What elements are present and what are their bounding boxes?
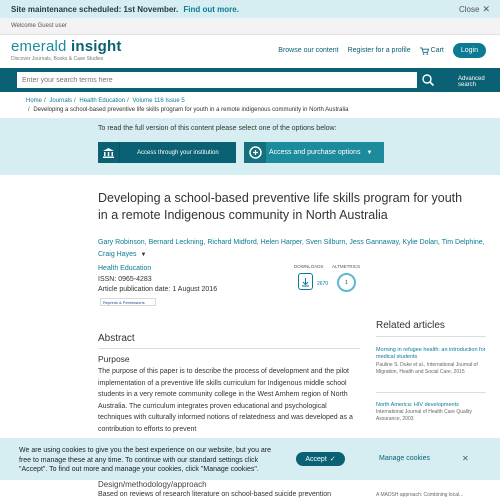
search-input[interactable] xyxy=(17,72,417,88)
advanced-search-link[interactable]: Advanced search xyxy=(458,76,485,88)
access-institution-button[interactable] xyxy=(98,142,236,163)
site-header xyxy=(0,35,500,68)
altmetric-badge[interactable] xyxy=(337,273,356,292)
author-list xyxy=(98,237,490,261)
user-bar xyxy=(0,18,500,35)
purpose-text: The purpose of this paper is to describe the process of development and the pilot implementation of a preventive life skills curriculum for Indigenous middle school students in a very remote community college in the West Arnhem region of North Australia. The curriculum integrates proven educational and psychological techniques with culturally informed notions of relatedness and was developed as a contribution to efforts to prevent xyxy=(98,368,353,433)
related-article-title[interactable]: Morning in refugee health: an introduction for medical students xyxy=(376,347,486,360)
cart-link[interactable] xyxy=(420,47,444,55)
altmetrics-label: ALTMETRICS xyxy=(332,264,361,269)
maintenance-close-button[interactable] xyxy=(459,4,490,15)
logo-tagline: Discover Journals, Books & Case Studies xyxy=(11,56,104,62)
breadcrumb: Home / Journals / Health Education / Volume 116 Issue 5 / Developing a school-based preventive life skills program for youth in a remote indigenous community in North Australia xyxy=(26,98,349,113)
logo-main: emerald xyxy=(11,38,67,55)
search-bar xyxy=(0,68,500,92)
cookie-text: We are using cookies to give you the best experience on our website, but you are free to manage these at any time. To continue with our standard settings click "Accept". To find out more and manage your cookies, click "Manage cookies". xyxy=(19,447,272,473)
emerald-insight-logo[interactable] xyxy=(11,38,122,62)
breadcrumb-journal[interactable]: Health Education xyxy=(79,98,126,104)
article-title: Developing a school-based preventive life skills program for youth in a remote Indigenous community in North Australia xyxy=(98,191,463,222)
close-icon: ✕ xyxy=(482,3,490,14)
login-button[interactable]: Login xyxy=(453,43,486,58)
chevron-down-icon: ▼ xyxy=(366,149,373,156)
browse-content-link[interactable]: Browse our content xyxy=(278,47,339,54)
welcome-text: Welcome Guest user xyxy=(11,23,67,29)
access-intro: To read the full version of this content please select one of the options below: xyxy=(98,125,337,132)
downloads-metric xyxy=(294,264,324,269)
cookie-banner xyxy=(0,438,500,480)
register-link[interactable]: Register for a profile xyxy=(347,47,411,54)
cookie-close-icon[interactable]: ✕ xyxy=(462,454,469,463)
related-divider xyxy=(376,336,486,337)
authors-text[interactable]: Gary Robinson, Bernard Leckning, Richard Midford, Helen Harper, Sven Silburn, Jess Gannaway, Kylie Dolan, Tim Delphine, Craig Hayes xyxy=(98,239,485,258)
related-divider xyxy=(376,392,486,393)
issn: ISSN: 0965-4283 xyxy=(98,275,152,283)
access-purchase-button[interactable] xyxy=(244,142,384,163)
downloads-value: 2670 xyxy=(317,281,329,287)
related-articles-heading: Related articles xyxy=(376,320,445,331)
access-panel xyxy=(0,118,500,175)
search-icon[interactable] xyxy=(421,73,435,87)
maintenance-message xyxy=(11,5,239,14)
institution-icon xyxy=(98,142,120,163)
top-nav xyxy=(278,43,486,58)
cart-label: Cart xyxy=(430,47,444,54)
abstract-heading: Abstract xyxy=(98,333,135,344)
reprints-permissions-badge[interactable]: Reprints & Permissions xyxy=(100,298,156,306)
maintenance-banner xyxy=(0,0,500,18)
article-meta xyxy=(98,264,217,296)
related-article-title[interactable]: North America: HIV developments xyxy=(376,402,459,408)
abstract-divider xyxy=(98,348,360,349)
maintenance-close-label: Close xyxy=(459,4,480,14)
manage-cookies-link[interactable]: Manage cookies xyxy=(379,455,430,462)
logo-bold: insight xyxy=(70,38,122,55)
access-purchase-label: Access and purchase options xyxy=(269,149,361,156)
publication-date: Article publication date: 1 August 2016 xyxy=(98,286,218,293)
accept-label: Accept xyxy=(305,455,327,463)
related-article-meta: A MADSH approach: Combining local... xyxy=(376,492,464,498)
purpose-heading: Purpose xyxy=(98,354,130,364)
cart-icon xyxy=(420,47,429,55)
breadcrumb-current: Developing a school-based preventive life skills program for youth in a remote indigenous community in North Australia xyxy=(33,107,349,113)
breadcrumb-journals[interactable]: Journals xyxy=(49,98,73,104)
maintenance-text: Site maintenance scheduled: 1st November. xyxy=(11,4,179,14)
related-article-meta: International Journal of Health Care Quality Assurance, 2003 xyxy=(376,409,472,422)
checkmark-icon: ✓ xyxy=(329,456,336,463)
design-text: Based on reviews of research literature on school-based suicide prevention xyxy=(98,491,332,498)
journal-link[interactable]: Health Education xyxy=(98,265,152,272)
find-out-more-link[interactable]: Find out more. xyxy=(183,4,239,14)
breadcrumb-issue[interactable]: Volume 116 Issue 5 xyxy=(132,98,185,104)
related-article-meta: Pauline S. Duke et al., International Journal of Migration, Health and Social Care, 2015 xyxy=(376,362,478,375)
altmetric-score: 1 xyxy=(345,279,348,286)
authors-expand-icon[interactable]: ▼ xyxy=(140,252,147,258)
access-institution-label: Access through your institution xyxy=(137,149,219,156)
purchase-icon xyxy=(244,142,266,163)
accept-cookies-button[interactable] xyxy=(296,452,345,466)
download-icon[interactable] xyxy=(298,273,313,290)
design-heading: Design/methodology/approach xyxy=(98,480,207,489)
breadcrumb-home[interactable]: Home xyxy=(26,98,43,104)
downloads-label: DOWNLOADS xyxy=(294,264,324,269)
